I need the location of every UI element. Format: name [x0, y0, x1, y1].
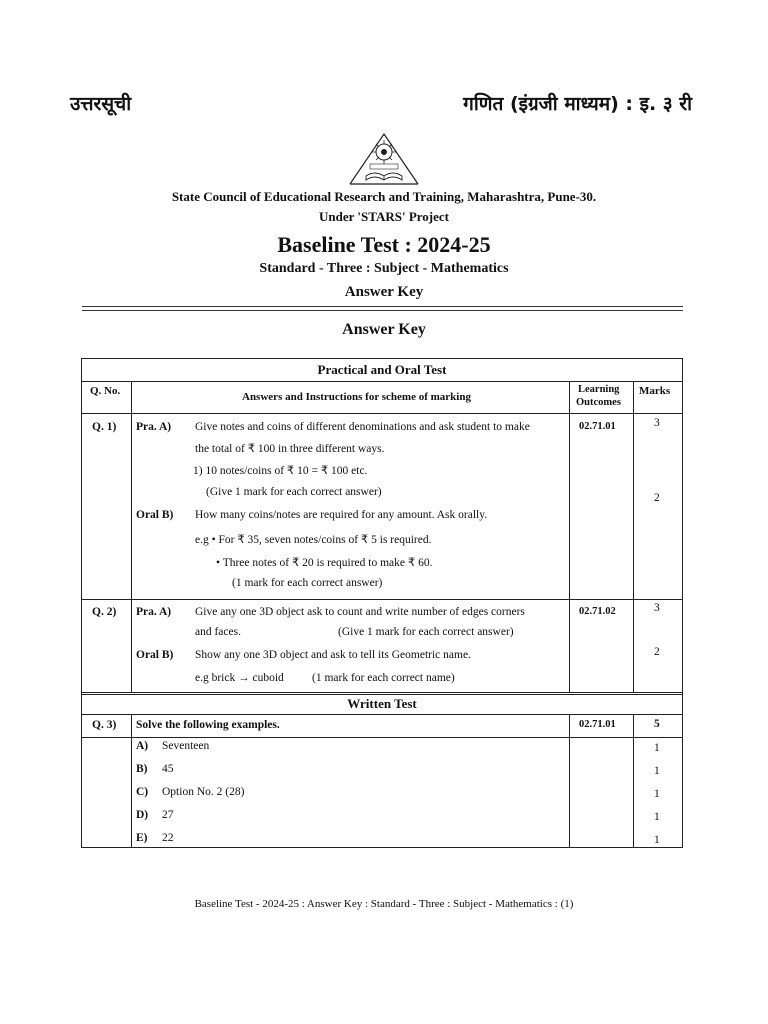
double-rule-top: [82, 306, 683, 307]
scert-emblem-logo: [346, 130, 422, 188]
q2-oral-line: e.g brick → cuboid: [195, 672, 284, 684]
q1-practical-line: 1) 10 notes/coins of ₹ 10 = ₹ 100 etc.: [193, 465, 368, 477]
document-title: Baseline Test : 2024-25: [277, 232, 491, 257]
q3-item-marks: 1: [654, 765, 660, 777]
row-divider: [82, 737, 682, 738]
header-marks: Marks: [639, 385, 671, 397]
col-divider: [633, 714, 634, 847]
section-practical-oral: Practical and Oral Test: [317, 362, 447, 377]
project-name: Under 'STARS' Project: [319, 209, 449, 224]
q3-item-label: E): [136, 832, 148, 844]
q2-oral-marks: 2: [654, 646, 660, 658]
col-divider: [569, 381, 570, 692]
q1-learning-outcome: 02.71.01: [579, 421, 616, 432]
q3-item-label: B): [136, 763, 148, 775]
q3-item-label: D): [136, 809, 149, 821]
section-written-test: Written Test: [347, 696, 417, 711]
header-outcomes: Outcomes: [576, 397, 621, 408]
q1-oral-marks: 2: [654, 492, 660, 504]
q3-item-marks: 1: [654, 834, 660, 846]
q2-practical-line: (Give 1 mark for each correct answer): [338, 626, 514, 638]
q2-oral-label: Oral B): [136, 649, 174, 661]
row-divider: [82, 413, 682, 414]
header-learning: Learning: [578, 384, 620, 395]
q3-item-answer: 27: [162, 809, 174, 821]
q3-marks: 5: [654, 718, 660, 730]
answer-key-subheading: Answer Key: [342, 321, 426, 338]
q3-item-answer: Option No. 2 (28): [162, 786, 245, 798]
q1-practical-line: Give notes and coins of different denominations and ask student to make: [195, 421, 530, 433]
q1-practical-line: the total of ₹ 100 in three different ways.: [195, 443, 385, 455]
q3-item-answer: Seventeen: [162, 740, 210, 752]
q3-item-label: A): [136, 740, 149, 752]
header-answers: Answers and Instructions for scheme of marking: [242, 391, 471, 403]
q1-oral-label: Oral B): [136, 509, 174, 521]
q3-item-marks: 1: [654, 811, 660, 823]
q3-instruction: Solve the following examples.: [136, 719, 280, 731]
q1-practical-line: (Give 1 mark for each correct answer): [206, 486, 382, 498]
q1-practical-label: Pra. A): [136, 421, 172, 433]
q2-practical-label: Pra. A): [136, 606, 172, 618]
page-footer: Baseline Test - 2024-25 : Answer Key : Standard - Three : Subject - Mathematics : (1): [194, 898, 574, 910]
q1-oral-line: How many coins/notes are required for any amount. Ask orally.: [195, 509, 488, 521]
q2-practical-line: Give any one 3D object ask to count and write number of edges corners: [195, 606, 525, 618]
q3-number: Q. 3): [92, 719, 117, 731]
q2-number: Q. 2): [92, 606, 117, 618]
q2-learning-outcome: 02.71.02: [579, 606, 616, 617]
organization-name: State Council of Educational Research and Training, Maharashtra, Pune-30.: [171, 189, 597, 204]
q1-oral-line: e.g • For ₹ 35, seven notes/coins of ₹ 5 is required.: [195, 534, 432, 546]
col-divider: [569, 714, 570, 847]
q3-item-answer: 22: [162, 832, 174, 844]
q1-number: Q. 1): [92, 421, 117, 433]
q3-item-marks: 1: [654, 788, 660, 800]
q3-item-answer: 45: [162, 763, 174, 775]
answer-key-heading: Answer Key: [344, 284, 424, 300]
row-divider: [82, 599, 682, 600]
q2-practical-marks: 3: [654, 602, 660, 614]
q1-practical-marks: 3: [654, 417, 660, 429]
row-divider: [82, 694, 682, 695]
row-divider: [82, 692, 682, 693]
devanagari-subject-label: गणित (इंग्रजी माध्यम) : इ. ३ री: [463, 93, 692, 115]
row-divider: [82, 381, 682, 382]
row-divider: [82, 714, 682, 715]
q1-oral-line: (1 mark for each correct answer): [232, 577, 383, 589]
col-divider: [131, 381, 132, 692]
q3-item-marks: 1: [654, 742, 660, 754]
answer-key-table: [81, 358, 683, 848]
col-divider: [633, 381, 634, 692]
q2-oral-line: (1 mark for each correct name): [312, 672, 455, 684]
double-rule-bottom: [82, 310, 683, 311]
q2-practical-line: and faces.: [195, 626, 241, 638]
devanagari-answer-key-label: उत्तरसूची: [70, 93, 132, 115]
standard-subject-line: Standard - Three : Subject - Mathematics: [259, 261, 509, 276]
q3-learning-outcome: 02.71.01: [579, 719, 616, 730]
q2-oral-line: Show any one 3D object and ask to tell its Geometric name.: [195, 649, 471, 661]
col-divider: [131, 714, 132, 847]
q1-oral-line: • Three notes of ₹ 20 is required to make ₹ 60.: [216, 557, 433, 569]
q3-item-label: C): [136, 786, 149, 798]
header-qno: Q. No.: [90, 385, 121, 397]
